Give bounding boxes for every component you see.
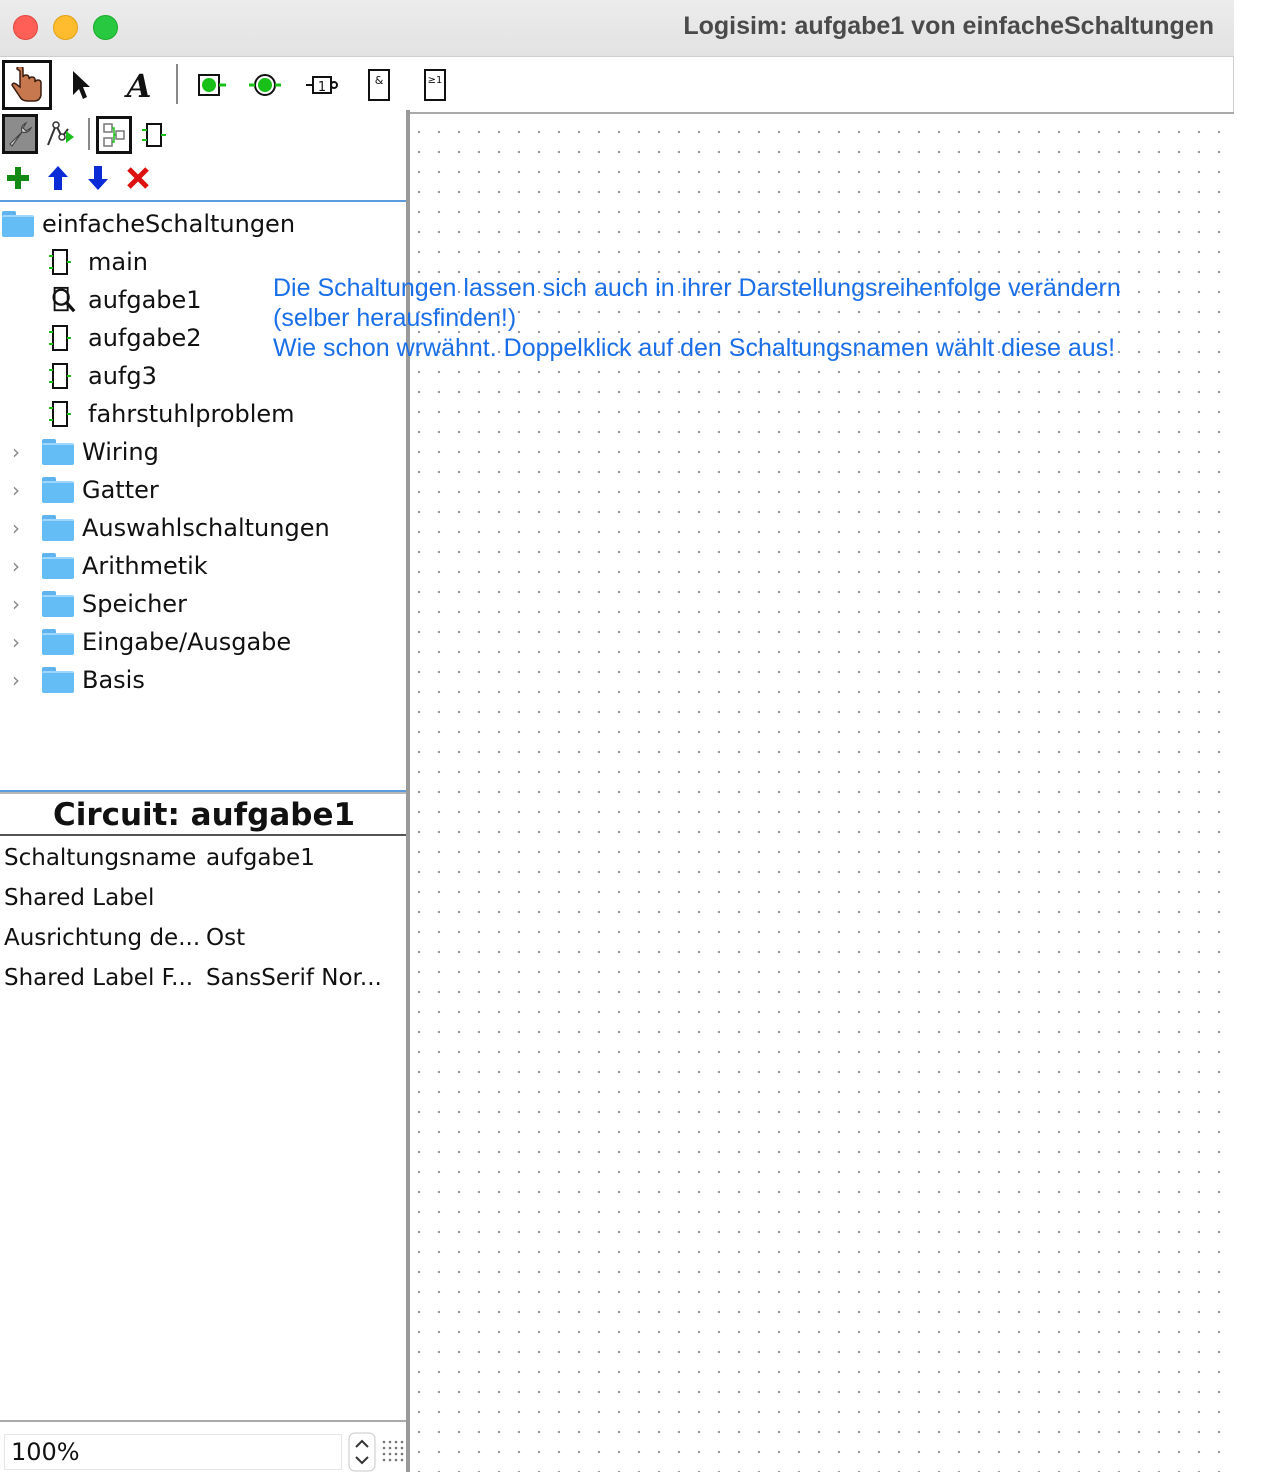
input-pin-icon bbox=[195, 71, 227, 99]
property-value-dropdown[interactable]: Ost bbox=[206, 925, 246, 951]
circuit-item-main[interactable] bbox=[48, 244, 148, 280]
grid-toggle-icon[interactable] bbox=[380, 1438, 404, 1464]
close-window-button[interactable] bbox=[13, 15, 38, 40]
chevron-right-icon[interactable]: › bbox=[12, 478, 20, 502]
folder-icon bbox=[42, 629, 74, 655]
input-pin-button[interactable] bbox=[188, 62, 234, 108]
library-label: Speicher bbox=[82, 590, 187, 618]
circuit-label: main bbox=[88, 248, 148, 276]
delete-x-icon bbox=[126, 166, 150, 190]
circuit-label: aufgabe2 bbox=[88, 324, 202, 352]
project-root[interactable] bbox=[2, 206, 295, 242]
subcircuit-icon bbox=[141, 120, 167, 150]
arrow-cursor-icon bbox=[70, 69, 92, 101]
or-gate-icon bbox=[422, 67, 448, 103]
magnifier-circuit-icon bbox=[48, 286, 78, 314]
arrow-up-icon bbox=[47, 165, 69, 191]
and-gate-label: & bbox=[374, 74, 384, 87]
title-bar bbox=[0, 0, 1234, 57]
circuit-label: aufgabe1 bbox=[88, 286, 202, 314]
simulate-button[interactable] bbox=[40, 114, 80, 154]
library-label: Eingabe/Ausgabe bbox=[82, 628, 292, 656]
chevron-right-icon[interactable]: › bbox=[12, 592, 20, 616]
text-a-icon bbox=[123, 69, 155, 101]
window-title: Logisim: aufgabe1 von einfacheSchaltungen bbox=[683, 12, 1214, 40]
circuit-icon bbox=[48, 324, 72, 352]
library-item-speicher[interactable] bbox=[0, 586, 400, 622]
property-value-field[interactable] bbox=[206, 880, 396, 916]
folder-icon bbox=[42, 667, 74, 693]
layout-icon bbox=[102, 122, 126, 148]
circuit-canvas[interactable] bbox=[410, 112, 1234, 1472]
and-gate-icon bbox=[366, 67, 392, 103]
select-tool-button[interactable] bbox=[58, 62, 104, 108]
or-gate-label: ≥1 bbox=[427, 75, 443, 86]
hand-icon bbox=[10, 67, 44, 103]
circuit-item-fahrstuhlproblem[interactable] bbox=[48, 396, 295, 432]
zoom-stepper-icon[interactable] bbox=[348, 1432, 376, 1472]
circuit-item-aufg3[interactable] bbox=[48, 358, 157, 394]
arrow-down-icon bbox=[87, 165, 109, 191]
output-pin-button[interactable] bbox=[242, 62, 288, 108]
not-gate-icon bbox=[305, 73, 341, 97]
library-item-arithmetik[interactable] bbox=[0, 548, 400, 584]
annotation-line-3: Wie schon wrwähnt. Doppelklick auf den Schaltungsnamen wählt diese aus! bbox=[273, 334, 1116, 362]
delete-circuit-button[interactable] bbox=[124, 162, 152, 194]
circuit-label: aufg3 bbox=[88, 362, 157, 390]
and-gate-button[interactable] bbox=[356, 62, 402, 108]
library-item-eingabe-ausgabe[interactable] bbox=[0, 624, 400, 660]
chevron-right-icon[interactable]: › bbox=[12, 516, 20, 540]
folder-icon bbox=[42, 553, 74, 579]
chevron-right-icon[interactable]: › bbox=[12, 668, 20, 692]
appearance-view-button[interactable] bbox=[136, 116, 172, 154]
library-item-wiring[interactable] bbox=[0, 434, 400, 470]
library-item-basis[interactable] bbox=[0, 662, 400, 698]
circuit-icon bbox=[48, 362, 72, 390]
library-label: Auswahlschaltungen bbox=[82, 514, 330, 542]
property-name: Shared Label F... bbox=[4, 965, 194, 991]
property-value-field[interactable]: SansSerif Nor... bbox=[206, 965, 382, 991]
circuit-item-aufgabe2[interactable] bbox=[48, 320, 202, 356]
library-label: Gatter bbox=[82, 476, 159, 504]
not-gate-button[interactable] bbox=[300, 62, 346, 108]
add-circuit-button[interactable] bbox=[4, 162, 32, 194]
folder-icon bbox=[42, 591, 74, 617]
svg-text:A: A bbox=[126, 69, 152, 101]
zoom-window-button[interactable] bbox=[93, 15, 118, 40]
property-name: Schaltungsname bbox=[4, 845, 197, 871]
edit-circuit-button[interactable] bbox=[2, 114, 38, 154]
library-label: Wiring bbox=[82, 438, 159, 466]
output-pin-icon bbox=[249, 71, 281, 99]
move-down-button[interactable] bbox=[84, 162, 112, 194]
annotation-line-2: (selber herausfinden!) bbox=[273, 304, 517, 332]
move-up-button[interactable] bbox=[44, 162, 72, 194]
folder-icon bbox=[42, 439, 74, 465]
wrench-icon bbox=[6, 120, 34, 148]
layout-view-button[interactable] bbox=[96, 116, 132, 154]
library-label: Arithmetik bbox=[82, 552, 208, 580]
circuit-arrow-icon bbox=[44, 119, 76, 149]
project-name: einfacheSchaltungen bbox=[42, 210, 296, 238]
circuit-icon bbox=[48, 400, 72, 428]
chevron-right-icon[interactable]: › bbox=[12, 554, 20, 578]
text-tool-button[interactable] bbox=[116, 62, 162, 108]
chevron-right-icon[interactable]: › bbox=[12, 440, 20, 464]
library-item-gatter[interactable] bbox=[0, 472, 400, 508]
zoom-input[interactable]: 100% bbox=[4, 1434, 342, 1470]
chevron-right-icon[interactable]: › bbox=[12, 630, 20, 654]
property-name: Shared Label bbox=[4, 885, 155, 911]
library-label: Basis bbox=[82, 666, 145, 694]
zoom-bar bbox=[0, 1420, 408, 1472]
properties-header: Circuit: aufgabe1 bbox=[0, 792, 408, 836]
minimize-window-button[interactable] bbox=[53, 15, 78, 40]
folder-icon bbox=[42, 477, 74, 503]
folder-icon bbox=[42, 515, 74, 541]
plus-icon bbox=[5, 165, 31, 191]
poke-tool-button[interactable] bbox=[2, 60, 52, 110]
toolbar-separator bbox=[176, 64, 178, 104]
circuit-item-aufgabe1[interactable] bbox=[48, 282, 202, 318]
property-value-field[interactable]: aufgabe1 bbox=[206, 845, 315, 871]
circuit-label: fahrstuhlproblem bbox=[88, 400, 295, 428]
library-item-auswahlschaltungen[interactable] bbox=[0, 510, 400, 546]
not-gate-label: 1 bbox=[317, 80, 327, 95]
or-gate-button[interactable] bbox=[412, 62, 458, 108]
folder-open-icon bbox=[2, 211, 34, 237]
annotation-line-1: Die Schaltungen lassen sich auch in ihrer Darstellungsreihenfolge verändern bbox=[273, 274, 1121, 302]
circuit-icon bbox=[48, 248, 72, 276]
property-name: Ausrichtung de... bbox=[4, 925, 201, 951]
toolbar-separator-2 bbox=[88, 118, 90, 150]
